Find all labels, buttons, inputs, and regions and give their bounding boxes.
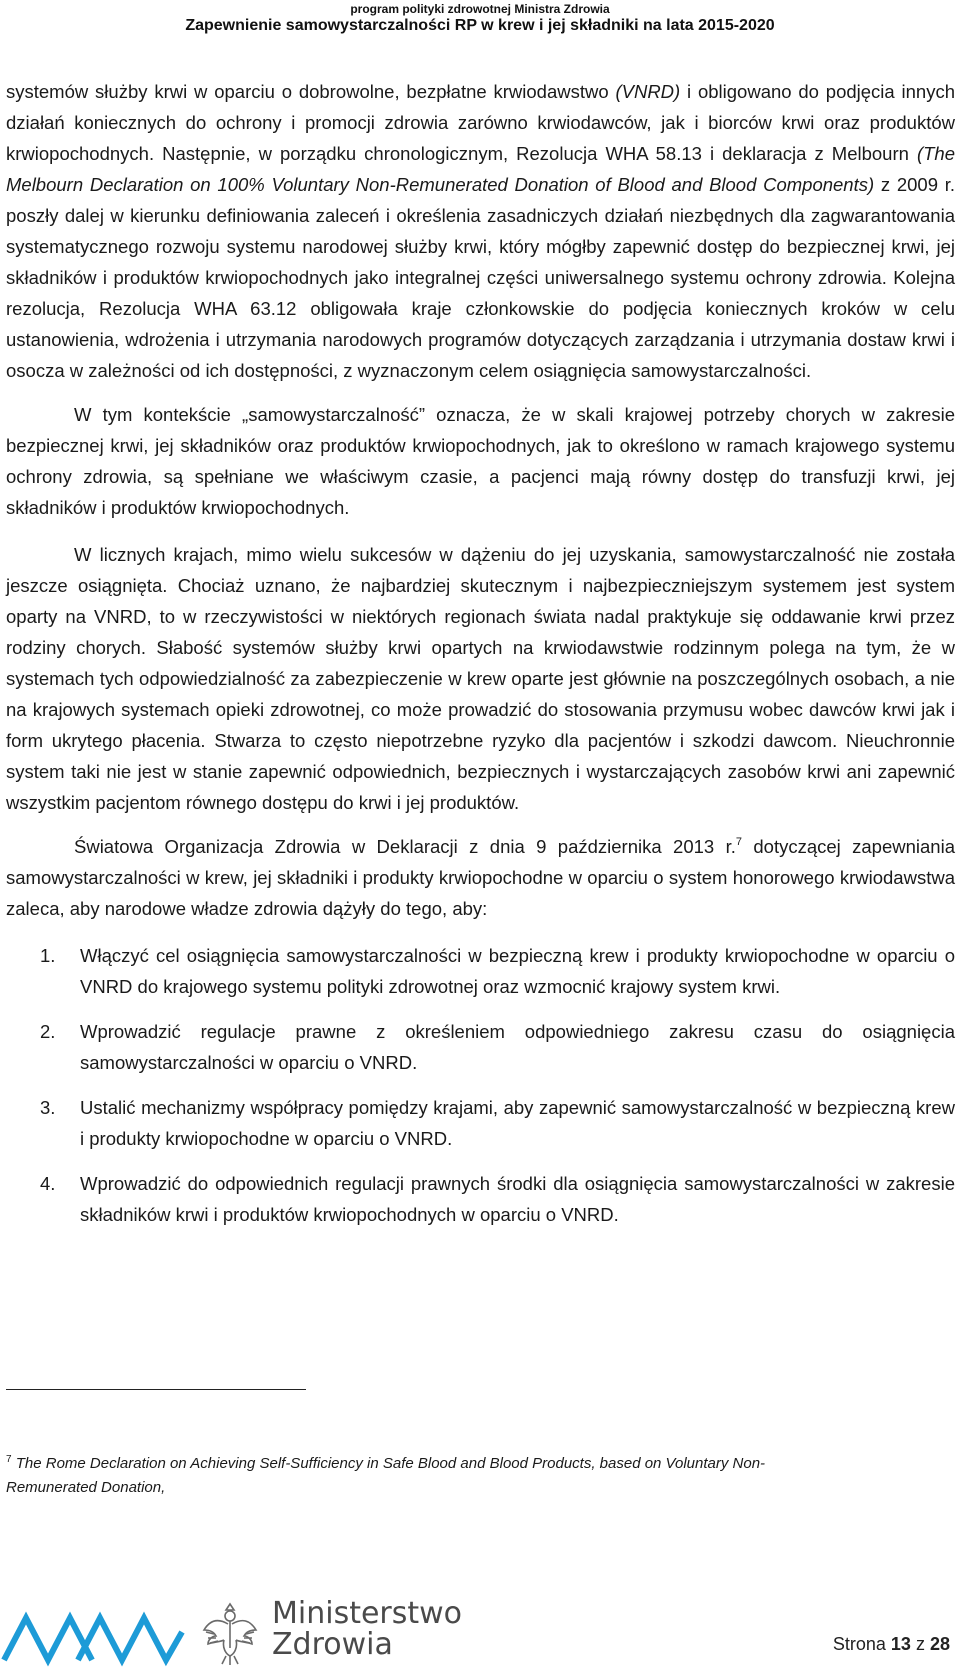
list-item-number: 4. bbox=[40, 1173, 56, 1194]
paragraph-1-vnrd-italic: (VNRD) bbox=[615, 81, 681, 102]
page-header bbox=[0, 0, 960, 36]
page-total: 28 bbox=[929, 1634, 950, 1654]
list-item-number: 3. bbox=[40, 1097, 56, 1118]
body-text bbox=[6, 76, 955, 1244]
header-document-title: Zapewnienie samowystarczalności RP w krew i jej składniki na lata 2015-2020 bbox=[185, 17, 775, 34]
page-number-prefix: Strona bbox=[832, 1634, 891, 1654]
list-item-text: Wprowadzić regulacje prawne z określeniem odpowiedniego zakresu czasu do osiągnięcia samowystarczalności w oparciu o VNRD. bbox=[80, 1021, 955, 1073]
list-item-number: 1. bbox=[40, 945, 56, 966]
page-number bbox=[833, 1634, 950, 1655]
paragraph-2: W tym kontekście „samowystarczalność” oznacza, że w skali krajowej potrzeby chorych w zakresie bezpiecznej krwi, jej składników oraz produktów krwiopochodnych, jak to określono w ramach krajowego systemu ochrony zdrowia, są spełniane we właściwym czasie, a pacjenci mają równy dostęp do transfuzji krwi, jej składników i produktów krwiopochodnych. bbox=[6, 404, 955, 518]
paragraph-3: W licznych krajach, mimo wielu sukcesów w dążeniu do jej uzyskania, samowystarczalność nie została jeszcze osiągnięta. Chociaż uznano, że najbardziej skutecznym i najbezpieczniejszym systemem jest system oparty na VNRD, to w rzeczywistości w niektórych regionach świata nadal praktykuje się oddawanie krwi przez rodziny chorych. Słabość systemów służby krwi opartych na krwiodawstwie rodzinnym polega na tym, że w systemach tych odpowiedzialność za zabezpieczenie w krew oparte jest głównie na poszczególnych osobach, a nie na krajowych systemach opieki zdrowotnej, co może prowadzić do stosowania przymusu wobec dawców krwi jak i form ukrytego płacenia. Stwarza to często niepotrzebne ryzyko dla pacjentów i szkodzi dawcom. Nieuchronnie system taki nie jest w stanie zapewnić odpowiednich, bezpiecznych i wystarczających zasobów krwi ani zapewnić wszystkim pacjentom równego dostępu do krwi i jej produktów. bbox=[6, 544, 955, 813]
list-item bbox=[6, 940, 955, 1002]
list-item-text: Wprowadzić do odpowiednich regulacji prawnych środki dla osiągnięcia samowystarczalności w zakresie składników krwi i produktów krwiopochodnych w oparciu o VNRD. bbox=[80, 1173, 955, 1225]
list-item bbox=[6, 1092, 955, 1154]
footnote-separator bbox=[6, 1389, 306, 1390]
list-item bbox=[6, 1168, 955, 1230]
paragraph-4-text-b: dotyczącej zapewniania samowystarczalności w krew, jej składniki i produkty krwiopochodne w oparciu o system honorowego krwiodawstwa zaleca, aby narodowe władze zdrowia dążyły do tego, aby: bbox=[6, 836, 955, 919]
list-item-text: Włączyć cel osiągnięcia samowystarczalności w bezpieczną krew i produkty krwiopochodne w oparciu o VNRD do krajowego systemu polityki zdrowotnej oraz wzmocnić krajowy system krwi. bbox=[80, 945, 955, 997]
page-number-separator: z bbox=[910, 1634, 930, 1654]
footnote-number: 7 bbox=[6, 1454, 12, 1465]
list-item-text: Ustalić mechanizmy współpracy pomiędzy krajami, aby zapewnić samowystarczalność w bezpieczną krew i produkty krwiopochodne w oparciu o VNRD. bbox=[80, 1097, 955, 1149]
ministry-wave-logo-icon bbox=[0, 1598, 190, 1668]
paragraph-4-text-a: Światowa Organizacja Zdrowia w Deklaracji z dnia 9 października 2013 r. bbox=[74, 836, 736, 857]
list-item bbox=[6, 1016, 955, 1078]
paragraph-1-melbourn-title: (The Melbourn Declaration on 100% Voluntary Non-Remunerated Donation of Blood and Blood Components) bbox=[6, 143, 955, 195]
recommendation-list bbox=[6, 940, 955, 1230]
list-item-number: 2. bbox=[40, 1021, 56, 1042]
page-current: 13 bbox=[890, 1634, 911, 1654]
paragraph-1 bbox=[6, 76, 955, 386]
header-program-title: program polityki zdrowotnej Ministra Zdrowia bbox=[350, 2, 610, 16]
paragraph-1-text-b: i obligowano do podjęcia innych działań koniecznych do ochrony i promocji zdrowia zarówno krwiodawców, jak i biorców krwi oraz produktów krwiopochodnych. Następnie, w porządku chronologicznym, Rezolucja WHA 58.13 i deklaracja z Melbourn bbox=[6, 81, 955, 164]
ministry-wordmark-line2: Zdrowia bbox=[272, 1627, 393, 1662]
paragraph-4 bbox=[6, 831, 955, 924]
page-footer bbox=[0, 1590, 960, 1670]
footnote-reference[interactable]: 7 bbox=[735, 836, 742, 848]
polish-eagle-emblem-icon bbox=[200, 1596, 260, 1668]
footnote-text: The Rome Declaration on Achieving Self-Sufficiency in Safe Blood and Blood Products, based on Voluntary Non-Remunerated Donation, bbox=[6, 1455, 766, 1496]
ministry-wordmark-line1: Ministerstwo bbox=[272, 1596, 463, 1631]
ministry-wordmark bbox=[272, 1598, 462, 1660]
paragraph-1-text-c: z 2009 r. poszły dalej w kierunku definiowania zaleceń i określenia zasadniczych działań niezbędnych dla zagwarantowania systematycznego rozwoju systemu narodowej służby krwi, który mógłby zapewnić dostęp do bezpiecznej krwi, jej składników i produktów krwiopochodnych jako integralnej części uniwersalnego systemu ochrony zdrowia. Kolejna rezolucja, Rezolucja WHA 63.12 obligowała kraje członkowskie do podjęcia koniecznych kroków w celu ustanowienia, wdrożenia i utrzymania narodowych programów dotyczących zarządzania i utrzymania dostaw krwi i osocza w zależności od ich dostępności, z wyznaczonym celem osiągnięcia samowystarczalności. bbox=[6, 174, 955, 381]
footnote bbox=[6, 1452, 846, 1500]
paragraph-1-text-a: systemów służby krwi w oparciu o dobrowolne, bezpłatne krwiodawstwo bbox=[6, 81, 616, 102]
